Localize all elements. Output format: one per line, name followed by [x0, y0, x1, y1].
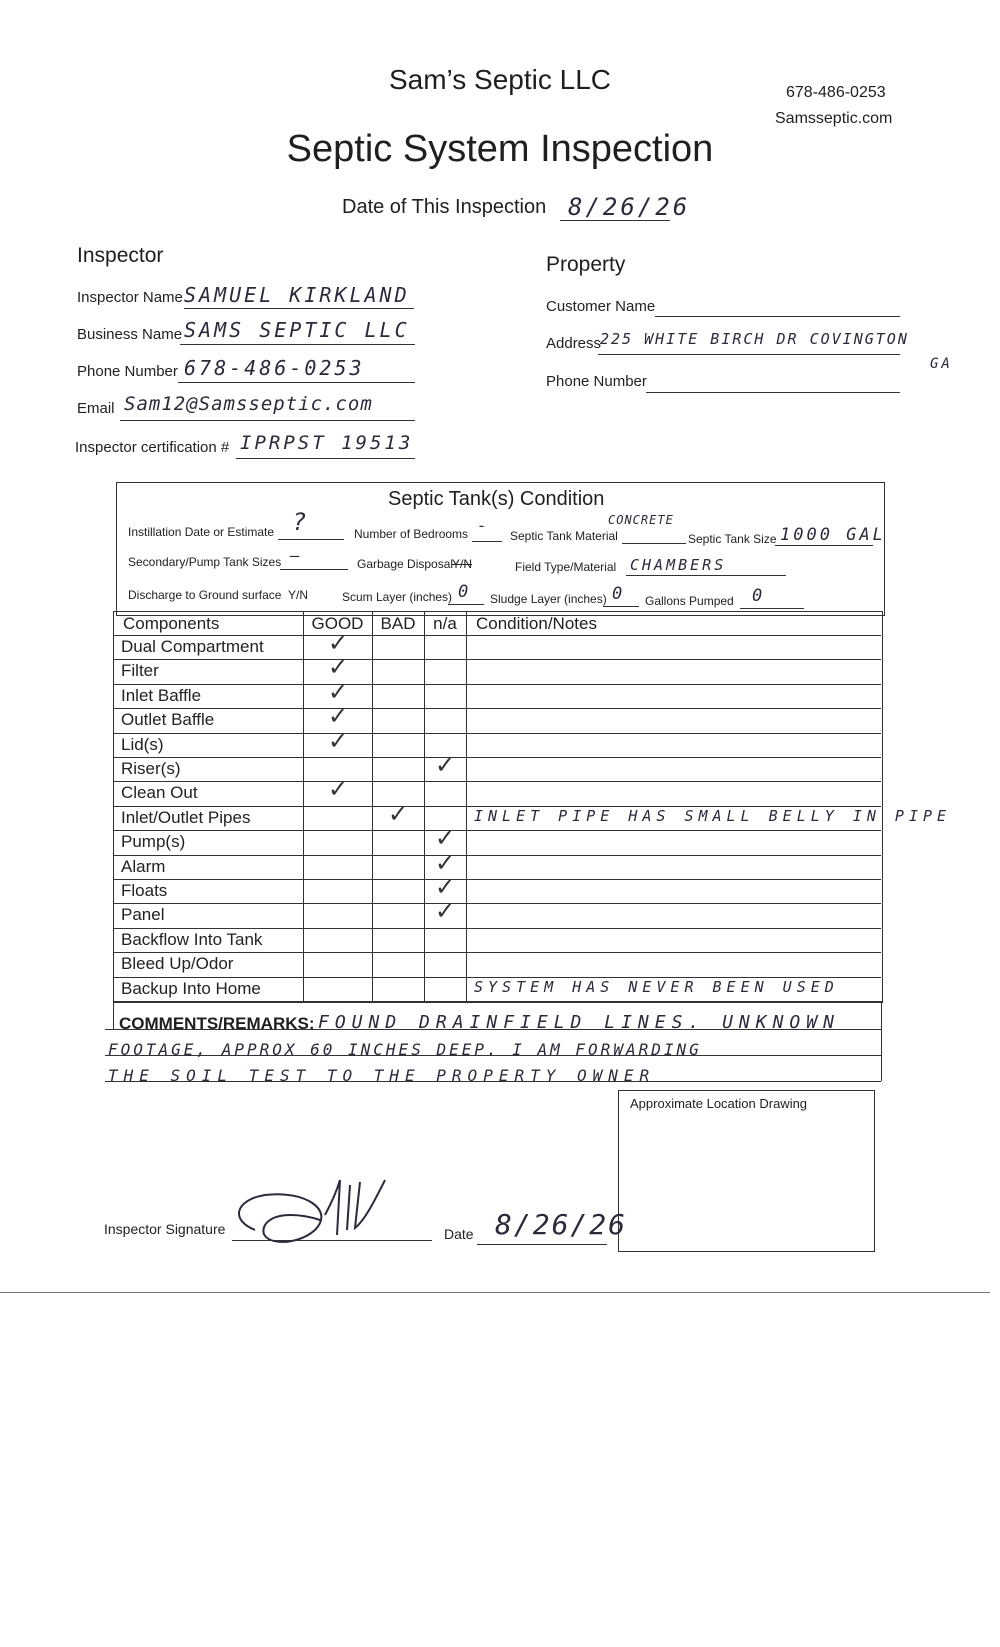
table-check-cell[interactable]	[424, 751, 466, 781]
page-bottom-rule	[0, 1292, 990, 1293]
table-check-cell[interactable]	[424, 952, 466, 976]
check-mark-icon: ✓	[328, 775, 349, 804]
table-check-cell[interactable]	[424, 781, 466, 805]
comments-top-rule	[113, 1001, 881, 1002]
garbage-disposal-label: Garbage Disposal	[357, 557, 454, 571]
property-phone-line	[646, 374, 900, 393]
comments-right-rule	[881, 1001, 882, 1081]
table-check-cell[interactable]	[424, 708, 466, 732]
signature-label: Inspector Signature	[104, 1221, 226, 1237]
table-row-rule	[113, 781, 881, 782]
company-website: Samsseptic.com	[775, 110, 893, 127]
table-check-cell[interactable]	[303, 775, 372, 805]
table-check-cell[interactable]	[372, 903, 424, 927]
header-na: n/a	[433, 614, 457, 633]
table-row-rule	[113, 855, 881, 856]
install-date-line	[278, 525, 344, 540]
table-check-cell[interactable]	[424, 928, 466, 952]
table-check-cell[interactable]	[372, 757, 424, 781]
check-mark-icon: ✓	[328, 629, 349, 657]
table-check-cell[interactable]	[303, 879, 372, 903]
inspector-signature	[225, 1160, 425, 1260]
bedrooms-label: Number of Bedrooms	[354, 527, 469, 541]
check-mark-icon: ✓	[328, 726, 349, 755]
sludge-layer-value[interactable]: 0	[612, 584, 626, 604]
table-row-component: Backup Into Home	[121, 978, 261, 998]
table-row-component: Outlet Baffle	[121, 710, 215, 730]
table-row-rule	[113, 684, 881, 685]
table-row-rule	[113, 708, 881, 709]
document-title: Septic System Inspection	[286, 128, 714, 170]
discharge-value[interactable]: Y/N	[288, 588, 309, 602]
customer-name-line	[655, 298, 900, 317]
secondary-tank-value[interactable]: —	[290, 546, 303, 565]
business-name-label: Business Name	[77, 326, 183, 343]
table-check-cell[interactable]	[303, 830, 372, 854]
tank-material-label: Septic Tank Material	[510, 529, 618, 543]
field-type-value[interactable]: CHAMBERS	[630, 556, 727, 574]
table-row-component: Alarm	[121, 856, 166, 876]
table-row-rule	[113, 928, 881, 929]
table-row-rule	[113, 830, 881, 831]
table-check-cell[interactable]	[372, 977, 424, 1001]
table-row-component: Lid(s)	[121, 734, 164, 754]
property-heading: Property	[546, 253, 626, 276]
table-check-cell[interactable]	[372, 879, 424, 903]
header-components: Components	[123, 614, 220, 633]
bedrooms-value[interactable]: -	[477, 516, 490, 535]
table-check-cell[interactable]	[424, 897, 466, 927]
install-date-value[interactable]: ?	[292, 508, 310, 536]
table-check-cell[interactable]	[372, 708, 424, 732]
tank-material-value[interactable]: CONCRETE	[608, 513, 674, 527]
table-row-component: Panel	[121, 905, 165, 925]
table-row-component: Clean Out	[121, 783, 198, 803]
gallons-pumped-label: Gallons Pumped	[645, 594, 734, 608]
inspection-date-value[interactable]: 8/26/26	[568, 193, 691, 221]
comments-line-1[interactable]: FOUND DRAINFIELD LINES. UNKNOWN	[318, 1012, 840, 1033]
table-check-cell[interactable]	[372, 928, 424, 952]
table-row-note[interactable]: SYSTEM HAS NEVER BEEN USED	[474, 977, 839, 996]
table-row-rule	[113, 879, 881, 880]
check-mark-icon: ✓	[328, 653, 349, 682]
table-row-component: Backflow Into Tank	[121, 929, 263, 949]
comments-line-3[interactable]: THE SOIL TEST TO THE PROPERTY OWNER	[108, 1066, 656, 1085]
table-row-rule	[113, 903, 881, 904]
table-check-cell[interactable]	[303, 903, 372, 927]
scum-layer-value[interactable]: 0	[458, 582, 472, 602]
company-name: Sam’s Septic LLC	[388, 64, 612, 95]
company-phone: 678-486-0253	[786, 84, 886, 101]
table-row-rule	[113, 733, 881, 734]
inspector-phone-value[interactable]: 678-486-0253	[184, 356, 365, 380]
table-check-cell[interactable]	[372, 799, 424, 830]
table-check-cell[interactable]	[372, 635, 424, 659]
table-check-cell[interactable]	[303, 977, 372, 1001]
check-mark-icon: ✓	[435, 824, 456, 853]
check-mark-icon: ✓	[328, 677, 349, 706]
tank-size-label: Septic Tank Size	[688, 532, 777, 546]
table-row-component: Pump(s)	[121, 832, 186, 852]
scum-layer-label: Scum Layer (inches)	[342, 590, 453, 604]
table-check-cell[interactable]	[303, 855, 372, 879]
table-check-cell[interactable]	[424, 684, 466, 708]
table-check-cell[interactable]	[372, 855, 424, 879]
address-value[interactable]: 225 WHITE BIRCH DR COVINGTON	[600, 330, 909, 348]
tank-material-line	[622, 529, 686, 544]
install-date-label: Instillation Date or Estimate	[128, 525, 275, 539]
inspector-name-label: Inspector Name	[77, 289, 183, 306]
certification-label: Inspector certification #	[75, 439, 230, 456]
garbage-disposal-value[interactable]: Y/N	[452, 557, 473, 571]
discharge-label: Discharge to Ground surface	[128, 588, 282, 602]
table-header-rule	[113, 635, 881, 636]
table-check-cell[interactable]	[424, 635, 466, 659]
field-type-label: Field Type/Material	[515, 560, 617, 574]
table-check-cell[interactable]	[424, 659, 466, 683]
sludge-layer-label: Sludge Layer (inches)	[490, 592, 607, 606]
inspector-name-value[interactable]: SAMUEL KIRKLAND	[184, 283, 410, 307]
table-row-note[interactable]: INLET PIPE HAS SMALL BELLY IN PIPE	[474, 806, 952, 825]
property-phone-label: Phone Number	[546, 373, 647, 390]
table-check-cell[interactable]	[303, 952, 372, 976]
signature-date-value[interactable]: 8/26/26	[495, 1208, 628, 1241]
inspector-email-label: Email	[77, 400, 115, 417]
inspector-email-value[interactable]: Sam12@Samsseptic.com	[124, 393, 373, 415]
business-name-value[interactable]: SAMS SEPTIC LLC	[184, 318, 410, 342]
table-row-rule	[113, 952, 881, 953]
table-check-cell[interactable]	[372, 952, 424, 976]
table-row-rule	[113, 659, 881, 660]
table-row-component: Riser(s)	[121, 759, 181, 778]
check-mark-icon: ✓	[435, 751, 456, 779]
location-drawing-label: Approximate Location Drawing	[630, 1096, 808, 1111]
table-check-cell[interactable]	[303, 806, 372, 830]
check-mark-icon: ✓	[435, 848, 456, 877]
table-row-component: Inlet Baffle	[121, 685, 202, 705]
check-mark-icon: ✓	[435, 897, 456, 926]
table-check-cell[interactable]	[372, 733, 424, 757]
table-check-cell[interactable]	[424, 977, 466, 1001]
header-good: GOOD	[311, 614, 364, 633]
inspector-heading: Inspector	[77, 244, 164, 267]
tank-condition-heading: Septic Tank(s) Condition	[388, 488, 605, 510]
check-mark-icon: ✓	[435, 873, 456, 901]
secondary-tank-label: Secondary/Pump Tank Sizes	[128, 555, 282, 569]
certification-value[interactable]: IPRPST 19513	[240, 432, 414, 454]
comments-left-rule	[113, 1001, 114, 1029]
table-row-component: Bleed Up/Odor	[121, 954, 234, 974]
table-row-component: Inlet/Outlet Pipes	[121, 807, 251, 827]
address-value-state[interactable]: GA	[930, 356, 953, 372]
table-check-cell[interactable]	[372, 830, 424, 854]
table-row-component: Floats	[121, 881, 168, 900]
address-label: Address	[546, 335, 602, 352]
signature-date-label: Date	[444, 1226, 474, 1242]
gallons-pumped-value[interactable]: 0	[752, 586, 766, 606]
comments-label: COMMENTS/REMARKS:	[119, 1014, 315, 1033]
comments-line-2[interactable]: FOOTAGE, APPROX 60 INCHES DEEP. I AM FORWARDING	[108, 1040, 702, 1059]
customer-name-label: Customer Name	[546, 298, 656, 315]
table-check-cell[interactable]	[303, 726, 372, 757]
table-row-rule	[113, 757, 881, 758]
table-check-cell[interactable]	[372, 684, 424, 708]
table-row-component: Filter	[121, 661, 159, 681]
inspection-date-label: Date of This Inspection	[342, 196, 547, 218]
check-mark-icon: ✓	[388, 799, 409, 828]
location-drawing-box[interactable]	[618, 1090, 875, 1252]
tank-size-value[interactable]: 1000 GAL	[780, 525, 886, 545]
check-mark-icon: ✓	[328, 702, 349, 731]
table-row-component: Dual Compartment	[121, 637, 264, 656]
header-notes: Condition/Notes	[476, 614, 597, 633]
table-check-cell[interactable]	[372, 659, 424, 683]
gallons-pumped-line	[740, 594, 804, 609]
table-check-cell[interactable]	[303, 928, 372, 952]
inspector-phone-label: Phone Number	[77, 363, 178, 380]
header-bad: BAD	[380, 614, 416, 633]
